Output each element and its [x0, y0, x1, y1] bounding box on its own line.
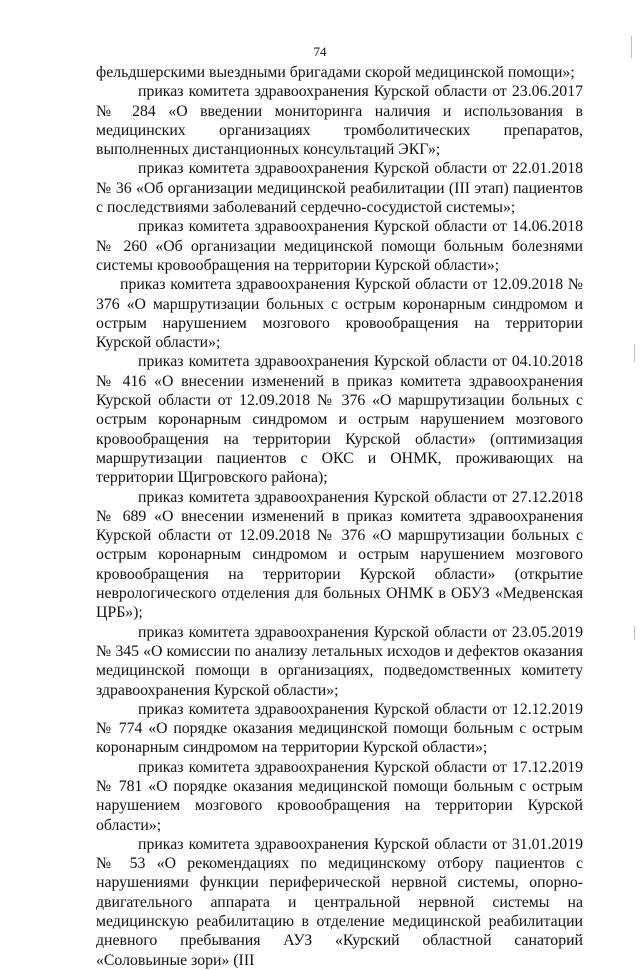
paragraph-order-284: приказ комитета здравоохранения Курской области от 23.06.2017 № 284 «О введении мониторинга наличия и использования в медицинских организациях тромболитических препаратов, выполненных дистанционных консультаций ЭКГ»;	[96, 83, 583, 159]
paragraph-order-781: приказ комитета здравоохранения Курской области от 17.12.2019 № 781 «О порядке оказания медицинской помощи больным с острым нарушением мозгового кровообращения на территории Курской области»;	[96, 758, 583, 834]
paragraph-order-36: приказ комитета здравоохранения Курской области от 22.01.2018 № 36 «Об организации медицинской реабилитации (III этап) пациентов с последствиями заболеваний сердечно-сосудистой системы»;	[96, 160, 583, 217]
paragraph-order-260: приказ комитета здравоохранения Курской области от 14.06.2018 № 260 «Об организации медицинской помощи больным болезнями системы кровообращения на территории Курской области»;	[96, 218, 583, 274]
page-number: 74	[313, 44, 327, 59]
paragraph-order-689: приказ комитета здравоохранения Курской области от 27.12.2018 № 689 «О внесении изменений в приказ комитета здравоохранения Курской области от 12.09.2018 № 376 «О маршрутизации больных с острым коронарным синдромом и острым нарушением мозгового кровообращения на территории Курской области» (открытие неврологического отделения для больных ОНМК в ОБУЗ «Медвенская ЦРБ»);	[96, 488, 583, 622]
paragraph-order-53: приказ комитета здравоохранения Курской области от 31.01.2019 № 53 «О рекомендациях по медицинскому отбору пациентов с нарушениями функции периферической нервной системы, опорно-двигательного аппарата и центральной нервной системы на медицинскую реабилитацию в отделение медицинской реабилитации дневного пребывания АУЗ «Курский областной санаторий «Соловьиные зори» (III	[96, 835, 583, 969]
paragraph-order-376: приказ комитета здравоохранения Курской области от 12.09.2018 № 376 «О маршрутизации больных с острым коронарным синдромом и острым нарушением мозгового кровообращения на территории Курской области»;	[96, 276, 583, 352]
document-body	[96, 63, 583, 970]
paragraph-order-416: приказ комитета здравоохранения Курской области от 04.10.2018 № 416 «О внесении изменений в приказ комитета здравоохранения Курской области от 12.09.2018 № 376 «О маршрутизации больных с острым коронарным синдромом и острым нарушением мозгового кровообращения на территории Курской области» (оптимизация маршрутизации пациентов с ОКС и ОНМК, проживающих на территории Щигровского района);	[96, 353, 583, 487]
paragraph-continuation: фельдшерскими выездными бригадами скорой медицинской помощи»;	[96, 64, 575, 81]
scan-edge-mark	[631, 36, 632, 58]
paragraph-order-774: приказ комитета здравоохранения Курской области от 12.12.2019 № 774 «О порядке оказания медицинской помощи больным с острым коронарным синдромом на территории Курской области»;	[96, 700, 583, 757]
paragraph-order-345: приказ комитета здравоохранения Курской области от 23.05.2019 № 345 «О комиссии по анализу летальных исходов и дефектов оказания медицинской помощи в организациях, подведомственных комитету здравоохранения Курской области»;	[96, 623, 583, 699]
scan-edge-mark	[634, 626, 635, 640]
scan-edge-mark	[634, 344, 635, 362]
